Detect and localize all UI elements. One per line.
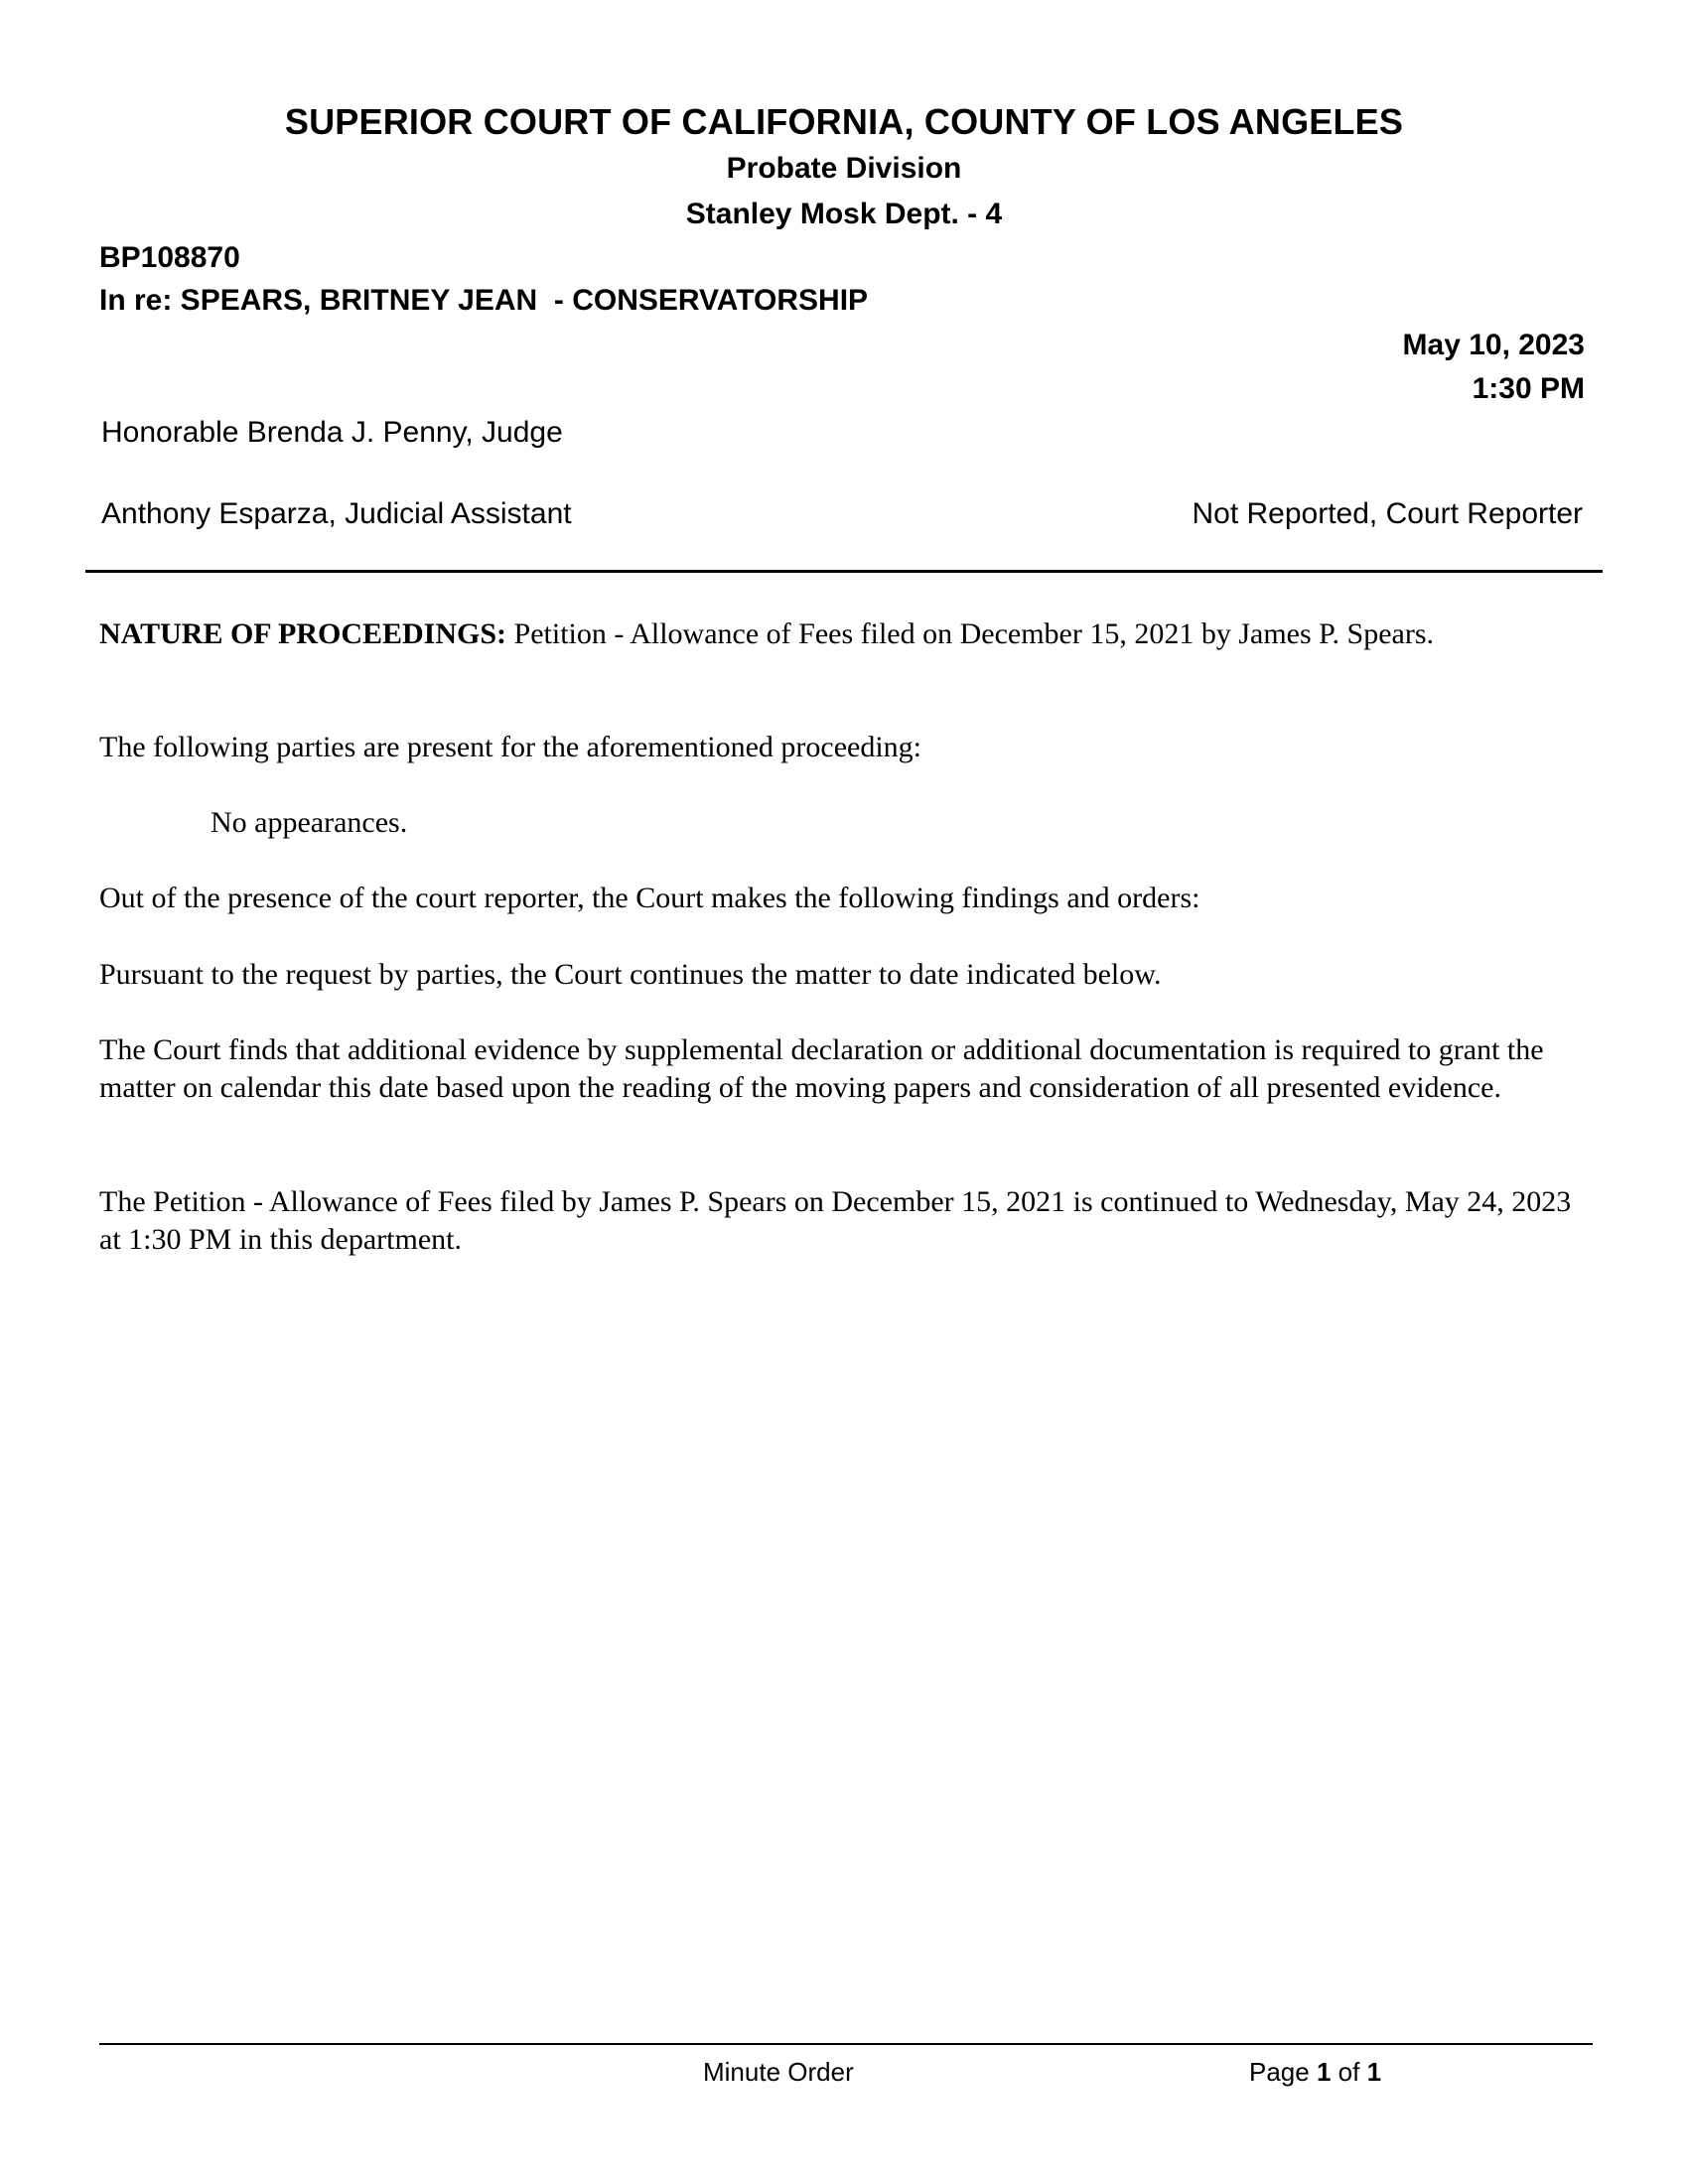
header-divider [85,570,1603,573]
footer-document-type: Minute Order [703,2057,854,2087]
hearing-time: 1:30 PM [1472,372,1585,405]
case-title: In re: SPEARS, BRITNEY JEAN - CONSERVATORSHIP [99,284,869,317]
court-title: SUPERIOR COURT OF CALIFORNIA, COUNTY OF LOS ANGELES [284,101,1404,142]
department-name: Stanley Mosk Dept. - 4 [685,198,1003,230]
appearances: No appearances. [211,806,408,839]
court-reporter: Not Reported, Court Reporter [1192,497,1583,530]
case-number: BP108870 [99,241,240,274]
findings-intro: Out of the presence of the court reporter, the Court makes the following findings and orders: [99,882,1200,914]
page-current: 1 [1316,2057,1332,2087]
page-total: 1 [1366,2057,1382,2087]
footer-page-number [1249,2055,1381,2089]
continuance-paragraph: Pursuant to the request by parties, the Court continues the matter to date indicated below. [99,958,1162,991]
parties-intro: The following parties are present for the aforementioned proceeding: [99,731,922,763]
hearing-date: May 10, 2023 [1402,329,1585,361]
judicial-assistant: Anthony Esparza, Judicial Assistant [101,497,572,530]
page-of: of [1337,2057,1360,2087]
page-label: Page [1249,2057,1310,2087]
nature-of-proceedings [99,615,1589,653]
judge-name: Honorable Brenda J. Penny, Judge [101,416,563,449]
division-name: Probate Division [726,152,962,185]
footer-divider [99,2043,1593,2045]
nature-text: Petition - Allowance of Fees filed on December 15, 2021 by James P. Spears. [513,617,1435,650]
continued-to-paragraph: The Petition - Allowance of Fees filed by James P. Spears on December 15, 2021 is continued to Wednesday, May 24, 2023 at 1:30 PM in this department. [99,1185,1572,1256]
nature-label: NATURE OF PROCEEDINGS: [99,617,507,650]
court-finds-paragraph: The Court finds that additional evidence by supplemental declaration or additional documentation is required to grant the matter on calendar this date based upon the reading of the moving papers and consideration of all presented evidence. [99,1033,1544,1104]
